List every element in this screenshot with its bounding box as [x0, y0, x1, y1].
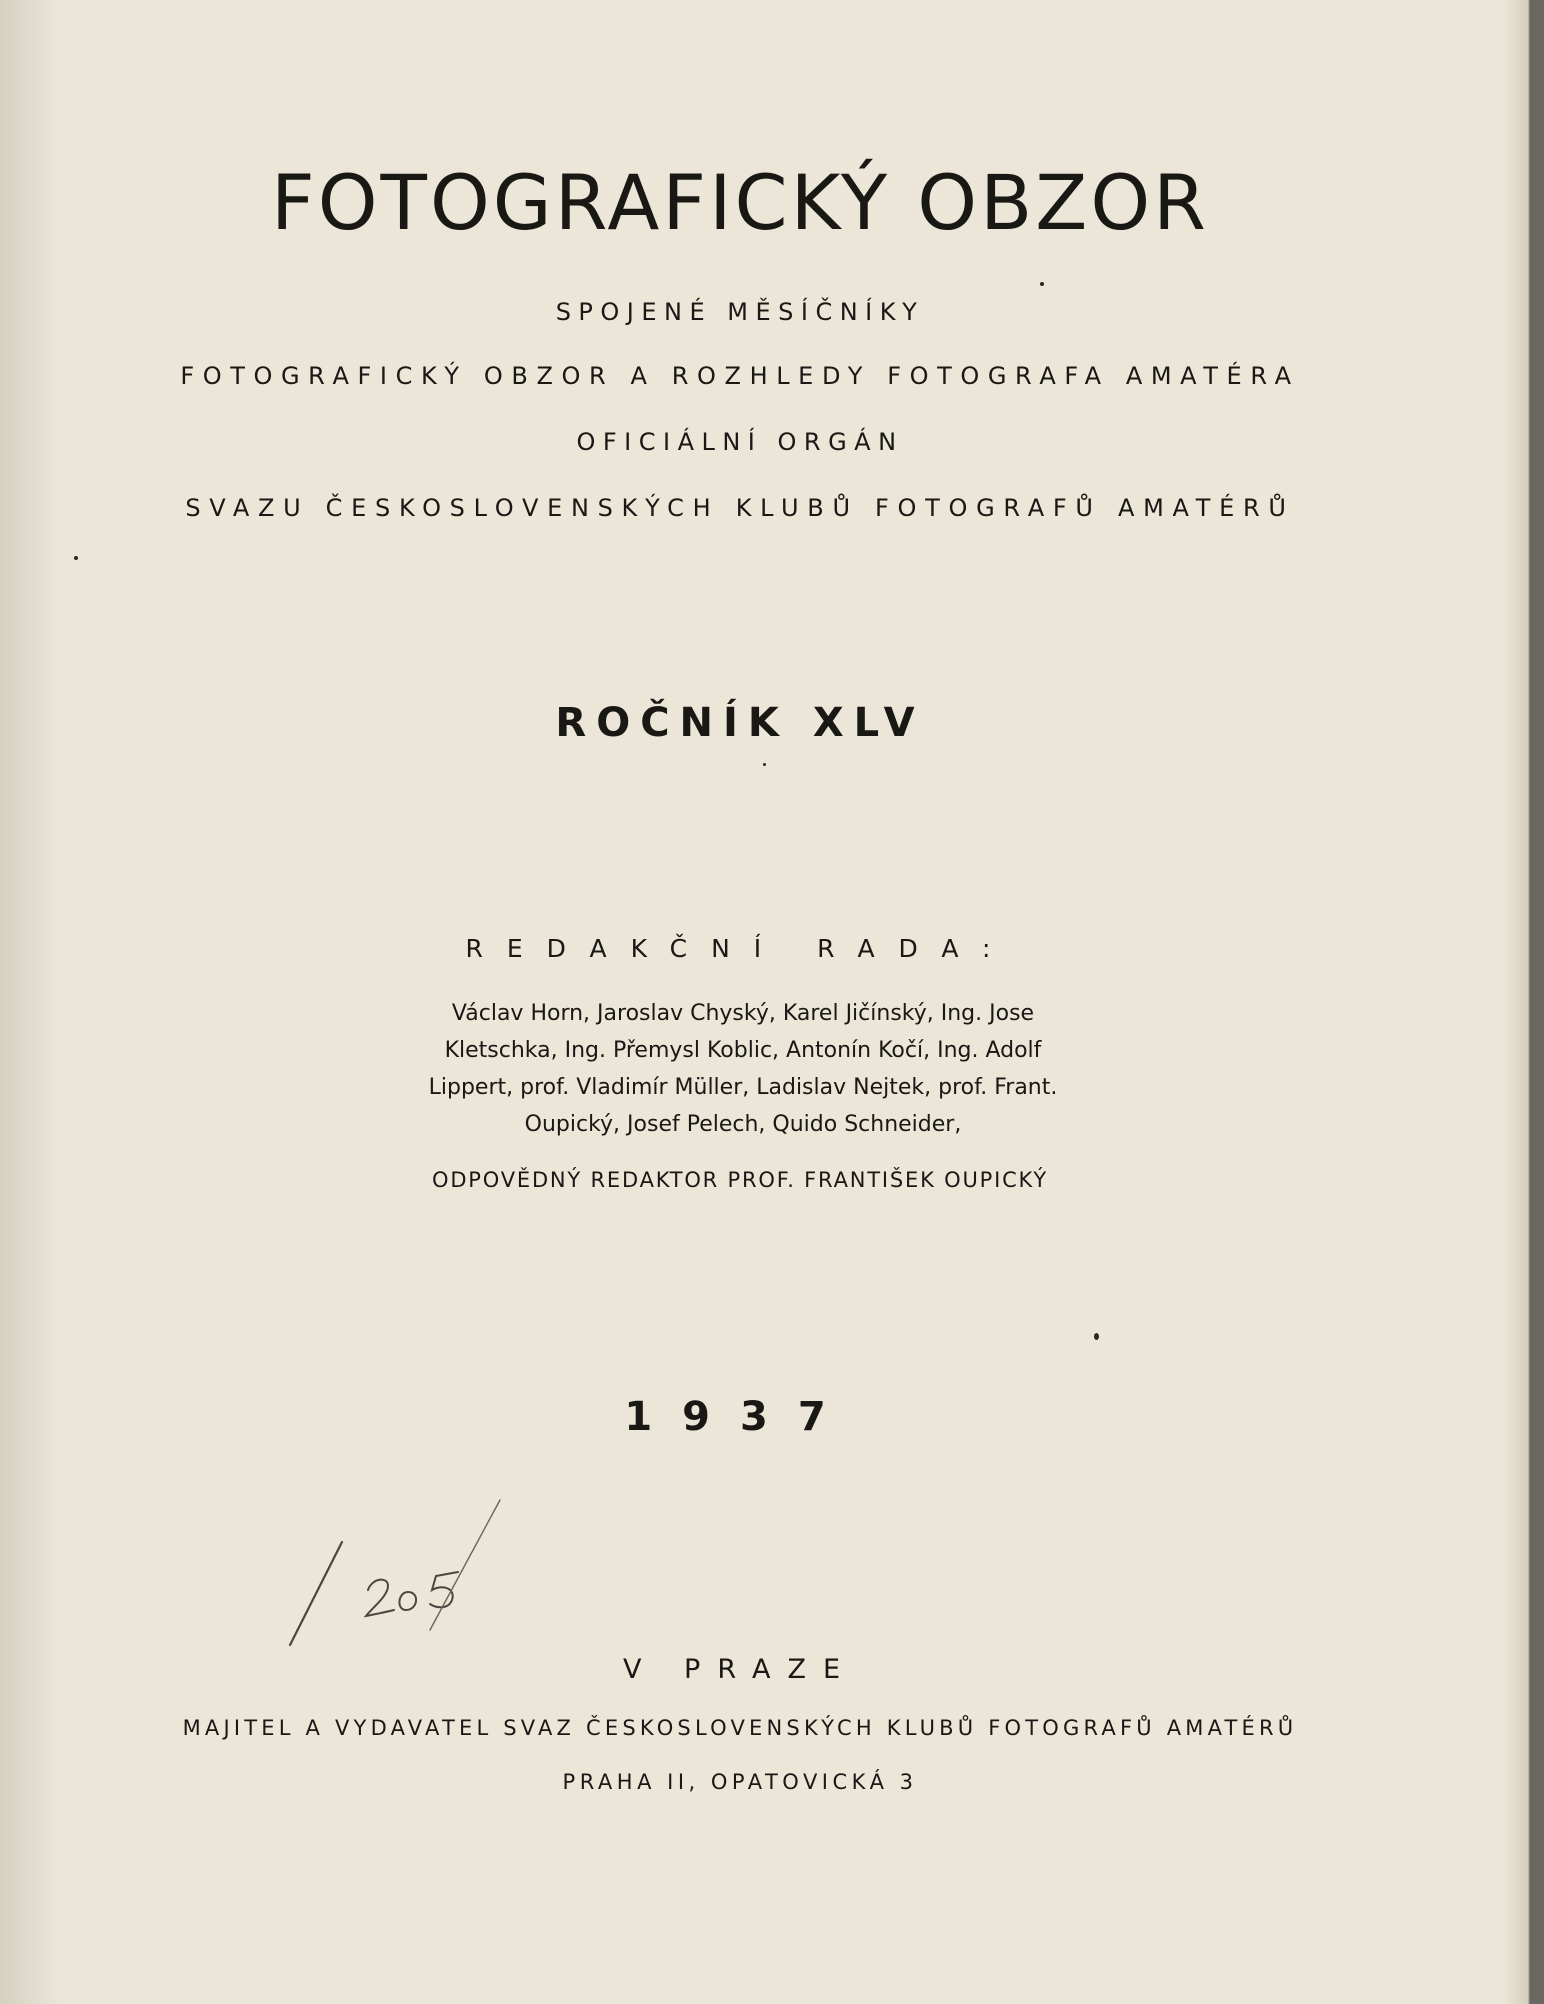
- paper-speck: [74, 556, 78, 560]
- pencil-annotation: [280, 1480, 530, 1650]
- editorial-board-heading: REDAKČNÍ RADA:: [465, 934, 1015, 963]
- imprint-publisher: MAJITEL A VYDAVATEL SVAZ ČESKOSLOVENSKÝCH KLUBŮ FOTOGRAFŮ AMATÉRŮ: [182, 1716, 1298, 1740]
- member-line: Oupický, Josef Pelech, Quido Schneider,: [524, 1112, 962, 1137]
- subtitle-line-2: FOTOGRAFICKÝ OBZOR A ROZHLEDY FOTOGRAFA AMATÉRA: [180, 362, 1300, 390]
- pencil-digit-0: [399, 1592, 416, 1610]
- member-line: Kletschka, Ing. Přemysl Koblic, Antonín Kočí, Ing. Adolf: [444, 1038, 1042, 1063]
- pencil-stroke: [430, 1500, 500, 1630]
- journal-title: FOTOGRAFICKÝ OBZOR: [271, 158, 1209, 247]
- imprint-city: V PRAZE: [622, 1654, 858, 1685]
- imprint-address: PRAHA II, OPATOVICKÁ 3: [562, 1770, 918, 1794]
- pencil-digit-5: [430, 1572, 458, 1607]
- volume-number: ROČNÍK XLV: [555, 700, 925, 746]
- subtitle-line-4: SVAZU ČESKOSLOVENSKÝCH KLUBŮ FOTOGRAFŮ AMATÉRŮ: [185, 494, 1295, 522]
- paper-speck: [1094, 1333, 1099, 1340]
- member-line: Lippert, prof. Vladimír Müller, Ladislav Nejtek, prof. Frant.: [428, 1075, 1058, 1100]
- pencil-digit-2: [366, 1580, 394, 1616]
- publication-year: 1937: [624, 1394, 856, 1440]
- member-line: Václav Horn, Jaroslav Chyský, Karel Jičínský, Ing. Jose: [451, 1001, 1035, 1026]
- responsible-editor: ODPOVĚDNÝ REDAKTOR PROF. FRANTIŠEK OUPICKÝ: [431, 1168, 1048, 1192]
- subtitle-line-3: OFICIÁLNÍ ORGÁN: [576, 428, 904, 456]
- paper-speck: [763, 763, 766, 766]
- pencil-slash: [290, 1542, 342, 1645]
- paper-speck: [1040, 282, 1044, 286]
- editorial-board-members: [405, 995, 1081, 1143]
- subtitle-line-1: SPOJENÉ MĚSÍČNÍKY: [555, 298, 925, 326]
